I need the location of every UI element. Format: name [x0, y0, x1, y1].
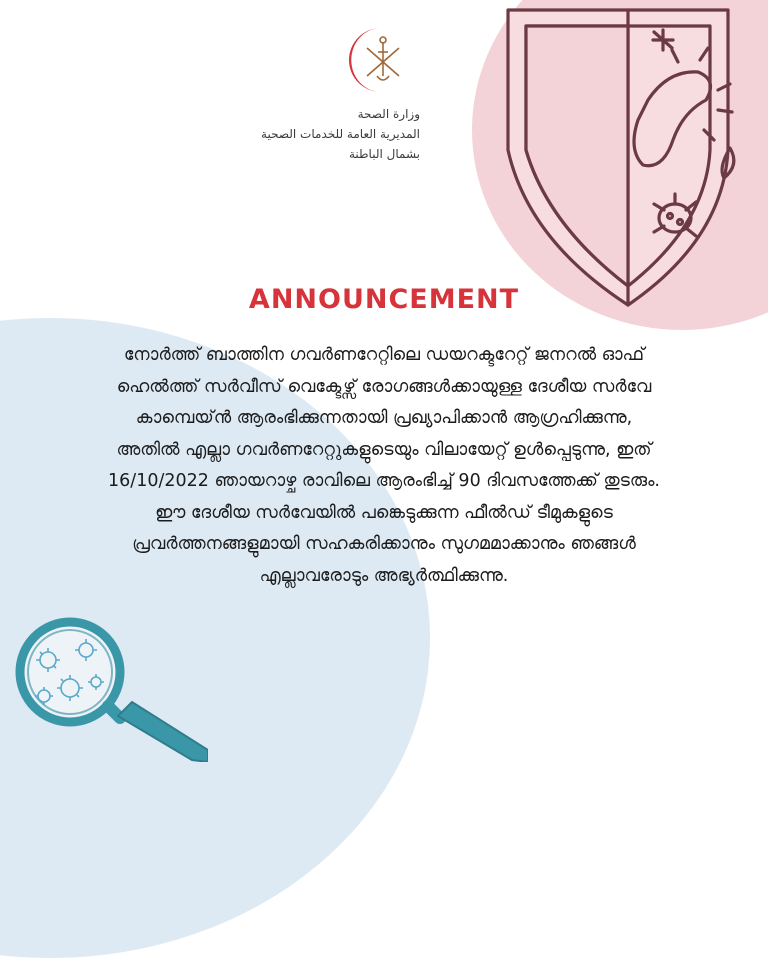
ministry-line-3: بشمال الباطنة	[348, 147, 420, 161]
ministry-line-1: وزارة الصحة	[357, 107, 420, 121]
announcement-line: അതിൽ എല്ലാ ഗവർണറേറ്റുകളുടെയും വിലായേറ്റ് ഉൾപ്പെടുന്നു, ഇത്	[116, 439, 652, 460]
announcement-line: ഈ ദേശീയ സർവേയിൽ പങ്കെടുക്കുന്ന ഫീൽഡ് ടീമുകളുടെ	[155, 502, 613, 523]
announcement-line: പ്രവർത്തനങ്ങളുമായി സഹകരിക്കാനും സുഗമമാക്കാനും ഞങ്ങൾ	[132, 534, 636, 554]
magnifier-virus-icon	[8, 610, 208, 762]
announcement-line: ഹെൽത്ത് സർവീസ് വെക്ടേഴ്സ് രോഗങ്ങൾക്കായുള്ള ദേശീയ സർവേ	[116, 376, 652, 397]
announcement-line: എല്ലാവരോടും അഭ്യർത്ഥിക്കുന്നു.	[259, 565, 509, 586]
shield-germ-icon	[468, 0, 748, 312]
announcement-title: ANNOUNCEMENT	[248, 284, 520, 315]
announcement-line: 16/10/2022 ഞായറാഴ്ച രാവിലെ ആരംഭിച്ച് 90 ദിവസത്തേക്ക് തുടരും.	[108, 471, 660, 491]
ministry-logo	[345, 26, 425, 94]
announcement-line: നോർത്ത് ബാത്തിന ഗവർണറേറ്റിലെ ഡയറക്ടറേറ്റ് ജനറൽ ഓഫ്	[123, 345, 645, 365]
ministry-name	[250, 104, 420, 164]
ministry-line-2: المديرية العامة للخدمات الصحية	[261, 127, 420, 141]
announcement-body	[40, 340, 728, 592]
announcement-line: കാമ്പെയ്ൻ ആരംഭിക്കുന്നതായി പ്രഖ്യാപിക്കാൻ ആഗ്രഹിക്കുന്നു,	[135, 408, 633, 428]
